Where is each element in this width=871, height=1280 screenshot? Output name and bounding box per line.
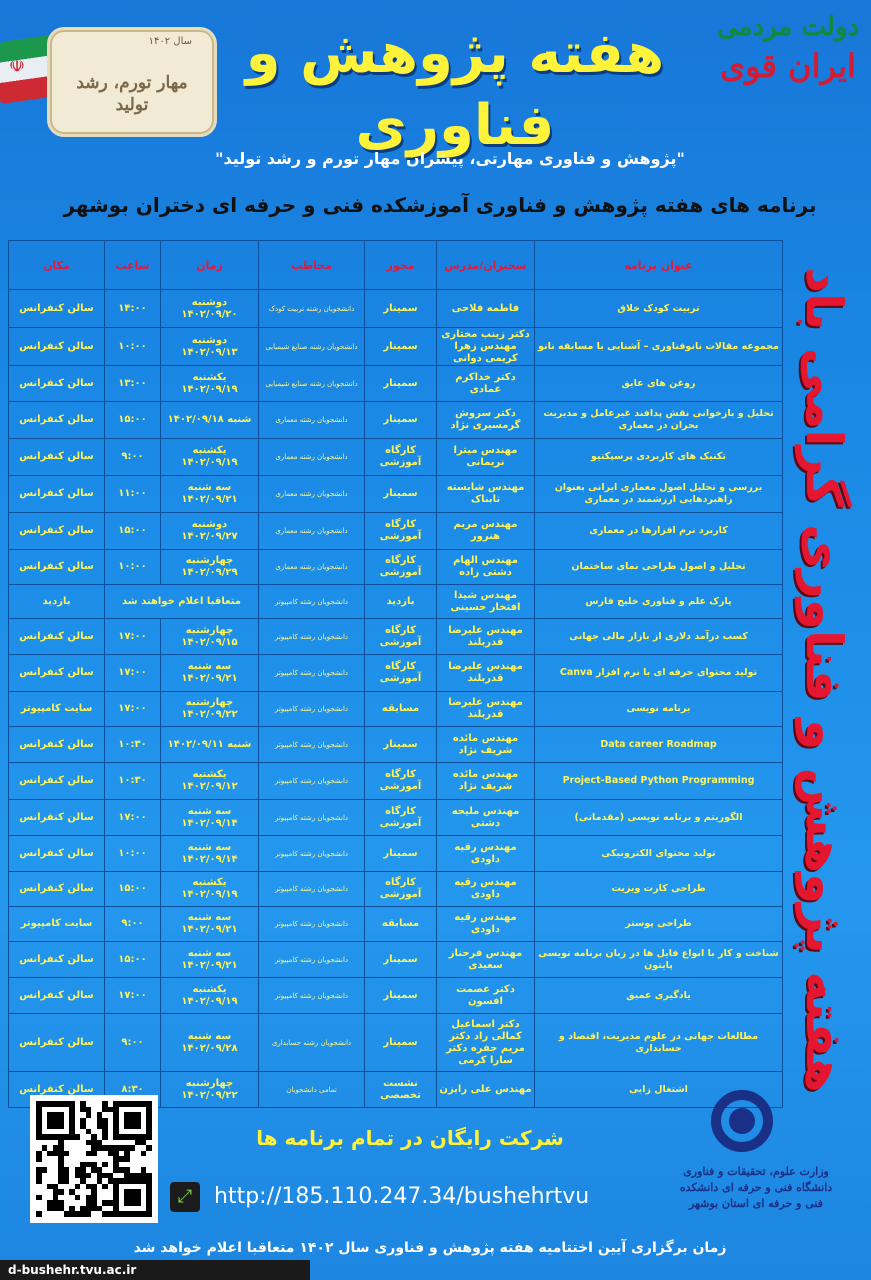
cell-title: یادگیری عمیق — [535, 978, 783, 1014]
table-row — [9, 550, 783, 585]
cell-time: ۱۰:۳۰ — [105, 727, 161, 763]
cell-date: دوشنبه ۱۴۰۲/۰۹/۱۳ — [161, 328, 259, 366]
cell-title: تحلیل و اصول طراحی نمای ساختمان — [535, 550, 783, 585]
cell-speaker: مهندس میترا نریمانی — [437, 439, 535, 476]
cell-place: سایت کامپیوتر — [9, 692, 105, 727]
cell-axis: سمینار — [365, 476, 437, 513]
cell-axis: سمینار — [365, 366, 437, 402]
cell-date: یکشنبه ۱۴۰۲/۰۹/۱۹ — [161, 978, 259, 1014]
website-url[interactable]: http://185.110.247.34/bushehrtvu — [214, 1184, 590, 1209]
cell-audience: دانشجویان رشته معماری — [259, 550, 365, 585]
university-logo — [671, 1090, 841, 1230]
cell-time: ۱۱:۰۰ — [105, 476, 161, 513]
cell-speaker: مهندس علیرضا قدربلند — [437, 619, 535, 655]
cell-place: سالن کنفرانس — [9, 619, 105, 655]
cell-title: تکنیک های کاربردی پرسپکتیو — [535, 439, 783, 476]
cell-time: ۱۰:۰۰ — [105, 328, 161, 366]
cell-place: سالن کنفرانس — [9, 942, 105, 978]
cell-title: Data career Roadmap — [535, 727, 783, 763]
cell-date: یکشنبه ۱۴۰۲/۰۹/۱۹ — [161, 439, 259, 476]
table-row — [9, 655, 783, 692]
site-tag[interactable] — [0, 1260, 310, 1280]
cell-time: ۹:۰۰ — [105, 907, 161, 942]
cell-date: چهارشنبه ۱۴۰۲/۰۹/۲۹ — [161, 550, 259, 585]
table-header-row — [9, 241, 783, 290]
cell-place: سایت کامپیوتر — [9, 907, 105, 942]
cell-title: کسب درآمد دلاری از بازار مالی جهانی — [535, 619, 783, 655]
cell-speaker: فاطمه فلاحی — [437, 290, 535, 328]
slogan-badge — [50, 30, 214, 134]
cell-place: سالن کنفرانس — [9, 763, 105, 800]
col-header-place: مکان — [9, 241, 105, 290]
cell-date: سه شنبه ۱۴۰۲/۰۹/۲۱ — [161, 476, 259, 513]
qr-code-icon[interactable] — [30, 1095, 158, 1223]
cell-speaker: دکتر سروش گرمسیری نژاد — [437, 402, 535, 439]
cell-date: یکشنبه ۱۴۰۲/۰۹/۱۹ — [161, 366, 259, 402]
cell-audience: دانشجویان رشته معماری — [259, 439, 365, 476]
cell-date: سه شنبه ۱۴۰۲/۰۹/۱۴ — [161, 836, 259, 872]
cell-place: سالن کنفرانس — [9, 402, 105, 439]
program-title: برنامه های هفته پژوهش و فناوری آموزشکده فنی و حرفه ای دختران بوشهر — [63, 193, 817, 217]
website-link[interactable] — [170, 1180, 610, 1214]
cell-time: ۱۰:۰۰ — [105, 836, 161, 872]
cell-date: دوشنبه ۱۴۰۲/۰۹/۲۷ — [161, 513, 259, 550]
cell-time: ۱۵:۰۰ — [105, 942, 161, 978]
brand-logo — [713, 10, 863, 140]
cell-audience: دانشجویان رشته معماری — [259, 513, 365, 550]
cell-audience: دانشجویان رشته کامپیوتر — [259, 800, 365, 836]
cell-speaker: دکتر خداکرم عمادی — [437, 366, 535, 402]
cell-audience: دانشجویان رشته کامپیوتر — [259, 763, 365, 800]
table-row — [9, 727, 783, 763]
cell-audience: دانشجویان رشته کامپیوتر — [259, 836, 365, 872]
cell-title: مجموعه مقالات نانوفناوری – آشنایی با مسابقه نانو — [535, 328, 783, 366]
table-row — [9, 328, 783, 366]
cell-audience: دانشجویان رشته کامپیوتر — [259, 907, 365, 942]
cell-speaker: مهندس فرحناز سعیدی — [437, 942, 535, 978]
cell-date: سه شنبه ۱۴۰۲/۰۹/۲۱ — [161, 942, 259, 978]
cell-axis: کارگاه آموزشی — [365, 763, 437, 800]
cell-speaker: مهندس علیرضا قدربلند — [437, 692, 535, 727]
cell-axis: کارگاه آموزشی — [365, 655, 437, 692]
cell-speaker: مهندس مائده شریف نژاد — [437, 727, 535, 763]
cell-title: طراحی کارت ویزیت — [535, 872, 783, 907]
cell-axis: سمینار — [365, 328, 437, 366]
cell-axis: سمینار — [365, 1014, 437, 1072]
cell-place: سالن کنفرانس — [9, 366, 105, 402]
cell-audience: دانشجویان رشته کامپیوتر — [259, 655, 365, 692]
table-row — [9, 402, 783, 439]
table-row — [9, 978, 783, 1014]
cell-date: دوشنبه ۱۴۰۲/۰۹/۲۰ — [161, 290, 259, 328]
cell-title: شناخت و کار با انواع فایل ها در زبان برنامه نویسی پایتون — [535, 942, 783, 978]
table-row — [9, 692, 783, 727]
table-row — [9, 476, 783, 513]
cell-axis: بازدید — [365, 585, 437, 619]
table-row — [9, 439, 783, 476]
cell-axis: کارگاه آموزشی — [365, 800, 437, 836]
col-header-title: عنوان برنامه — [535, 241, 783, 290]
side-banner — [785, 267, 863, 1093]
brand-line2: ایران قوی — [720, 47, 856, 85]
cell-place: سالن کنفرانس — [9, 1072, 105, 1108]
cell-speaker: مهندس علی رایزن — [437, 1072, 535, 1108]
cell-time: ۱۵:۰۰ — [105, 402, 161, 439]
table-row — [9, 513, 783, 550]
cell-axis: سمینار — [365, 402, 437, 439]
col-header-axis: محور — [365, 241, 437, 290]
cell-axis: سمینار — [365, 942, 437, 978]
cell-audience: دانشجویان رشته صنایع شیمیایی — [259, 328, 365, 366]
cell-place: سالن کنفرانس — [9, 727, 105, 763]
cell-place: سالن کنفرانس — [9, 550, 105, 585]
table-row — [9, 1014, 783, 1072]
cell-axis: مسابقه — [365, 692, 437, 727]
cell-audience: دانشجویان رشته کامپیوتر — [259, 585, 365, 619]
slogan-text: مهار تورم، رشد تولید — [76, 73, 188, 115]
cell-audience: دانشجویان رشته معماری — [259, 476, 365, 513]
main-title: هفته پژوهش و فناوری — [245, 21, 665, 158]
cell-speaker: مهندس رقیه داودی — [437, 836, 535, 872]
table-row — [9, 907, 783, 942]
cell-date: یکشنبه ۱۴۰۲/۰۹/۱۲ — [161, 763, 259, 800]
cell-speaker: مهندس ملیحه دشتی — [437, 800, 535, 836]
table-row — [9, 800, 783, 836]
cell-place: سالن کنفرانس — [9, 978, 105, 1014]
cell-audience: دانشجویان رشته کامپیوتر — [259, 872, 365, 907]
cell-place: سالن کنفرانس — [9, 655, 105, 692]
cell-title: تولید محتوای الکترونیکی — [535, 836, 783, 872]
closing-ceremony-text: زمان برگزاری آیین اختتامیه هفته پژوهش و فناوری سال ۱۴۰۲ متعاقبا اعلام خواهد شد — [133, 1240, 727, 1256]
cell-axis: مسابقه — [365, 907, 437, 942]
cell-place: بازدید — [9, 585, 105, 619]
cell-audience: دانشجویان رشته کامپیوتر — [259, 727, 365, 763]
cell-place: سالن کنفرانس — [9, 836, 105, 872]
slogan-year: سال ۱۴۰۲ — [148, 36, 192, 47]
cell-speaker: مهندس شیدا افتخار حسینی — [437, 585, 535, 619]
site-tag-text[interactable]: d-bushehr.tvu.ac.ir — [8, 1263, 137, 1277]
cell-time: ۸:۳۰ — [105, 1072, 161, 1108]
cell-time: ۱۷:۰۰ — [105, 800, 161, 836]
cell-place: سالن کنفرانس — [9, 290, 105, 328]
cell-place: سالن کنفرانس — [9, 513, 105, 550]
cell-audience: تمامی دانشجویان — [259, 1072, 365, 1108]
cell-audience: دانشجویان رشته کامپیوتر — [259, 978, 365, 1014]
cell-axis: کارگاه آموزشی — [365, 439, 437, 476]
cell-title: الگوریتم و برنامه نویسی (مقدماتی) — [535, 800, 783, 836]
schedule-table — [8, 240, 783, 1108]
cell-title: پارک علم و فناوری خلیج فارس — [535, 585, 783, 619]
cell-time: ۱۷:۰۰ — [105, 978, 161, 1014]
cell-time: ۱۴:۰۰ — [105, 290, 161, 328]
cell-time: ۱۵:۰۰ — [105, 872, 161, 907]
cell-title: تحلیل و بازخوانی نقش پدافند غیرعامل و مدیریت بحران در معماری — [535, 402, 783, 439]
cell-place: سالن کنفرانس — [9, 872, 105, 907]
table-row — [9, 619, 783, 655]
table-row — [9, 836, 783, 872]
cell-place: سالن کنفرانس — [9, 328, 105, 366]
cell-title: برنامه نویسی — [535, 692, 783, 727]
cell-axis: کارگاه آموزشی — [365, 513, 437, 550]
cell-date: متعاقبا اعلام خواهند شد — [105, 585, 259, 619]
cell-place: سالن کنفرانس — [9, 1014, 105, 1072]
cell-time: ۱۷:۰۰ — [105, 619, 161, 655]
col-header-time: ساعت — [105, 241, 161, 290]
cell-date: سه شنبه ۱۴۰۲/۰۹/۲۱ — [161, 655, 259, 692]
col-header-speaker: سخنران/مدرس — [437, 241, 535, 290]
cell-title: بررسی و تحلیل اصول معماری ایرانی بعنوان راهبردهایی ارزشمند در معماری — [535, 476, 783, 513]
cell-date: چهارشنبه ۱۴۰۲/۰۹/۱۵ — [161, 619, 259, 655]
cell-time: ۱۳:۰۰ — [105, 366, 161, 402]
cell-date: شنبه ۱۴۰۲/۰۹/۱۱ — [161, 727, 259, 763]
cell-title: مطالعات جهانی در علوم مدیریت، اقتصاد و حسابداری — [535, 1014, 783, 1072]
cell-title: Project-Based Python Programming — [535, 763, 783, 800]
university-emblem-center — [729, 1108, 755, 1134]
qr-code-pattern — [36, 1101, 152, 1217]
cell-audience: دانشجویان رشته حسابداری — [259, 1014, 365, 1072]
cell-audience: دانشجویان رشته کامپیوتر — [259, 619, 365, 655]
cell-speaker: دکتر عصمت افسون — [437, 978, 535, 1014]
university-name: وزارت علوم، تحقیقات و فناوری دانشگاه فنی و حرفه ای دانشکده فنی و حرفه ای استان بوشهر — [679, 1165, 833, 1210]
cell-time: ۱۷:۰۰ — [105, 692, 161, 727]
cell-audience: دانشجویان رشته صنایع شیمیایی — [259, 366, 365, 402]
cell-title: کاربرد نرم افزارها در معماری — [535, 513, 783, 550]
cell-speaker: مهندس مریم هنرور — [437, 513, 535, 550]
cell-axis: سمینار — [365, 290, 437, 328]
cell-audience: دانشجویان رشته معماری — [259, 402, 365, 439]
cell-axis: سمینار — [365, 978, 437, 1014]
cell-title: اشتغال زایی — [535, 1072, 783, 1108]
cell-axis: کارگاه آموزشی — [365, 550, 437, 585]
cell-speaker: دکتر زینب مختاری مهندس زهرا کریمی دوانی — [437, 328, 535, 366]
cell-speaker: مهندس رقیه داودی — [437, 872, 535, 907]
cell-date: سه شنبه ۱۴۰۲/۰۹/۲۸ — [161, 1014, 259, 1072]
free-participation-text: شرکت رایگان در تمام برنامه ها — [256, 1126, 564, 1150]
cell-title: تربیت کودک خلاق — [535, 290, 783, 328]
cell-time: ۱۰:۰۰ — [105, 550, 161, 585]
cell-place: سالن کنفرانس — [9, 800, 105, 836]
cell-time: ۱۷:۰۰ — [105, 655, 161, 692]
table-row — [9, 763, 783, 800]
cell-title: روغن های عایق — [535, 366, 783, 402]
link-icon: ⤢ — [170, 1182, 200, 1212]
cell-speaker: مهندس رقیه داودی — [437, 907, 535, 942]
cell-axis: کارگاه آموزشی — [365, 872, 437, 907]
cell-place: سالن کنفرانس — [9, 476, 105, 513]
table-row — [9, 290, 783, 328]
cell-date: سه شنبه ۱۴۰۲/۰۹/۲۱ — [161, 907, 259, 942]
cell-date: چهارشنبه ۱۴۰۲/۰۹/۲۲ — [161, 692, 259, 727]
cell-axis: سمینار — [365, 727, 437, 763]
cell-title: طراحی پوستر — [535, 907, 783, 942]
cell-audience: دانشجویان رشته کامپیوتر — [259, 942, 365, 978]
cell-time: ۹:۰۰ — [105, 439, 161, 476]
cell-place: سالن کنفرانس — [9, 439, 105, 476]
cell-time: ۱۵:۰۰ — [105, 513, 161, 550]
col-header-date: زمان — [161, 241, 259, 290]
cell-speaker: مهندس شایسته تابناک — [437, 476, 535, 513]
cell-speaker: مهندس مائده شریف نژاد — [437, 763, 535, 800]
table-row — [9, 366, 783, 402]
cell-speaker: دکتر اسماعیل کمالی راد دکتر مریم جفره دکتر سارا کرمی — [437, 1014, 535, 1072]
table-row — [9, 585, 783, 619]
cell-axis: سمینار — [365, 836, 437, 872]
cell-date: سه شنبه ۱۴۰۲/۰۹/۱۴ — [161, 800, 259, 836]
table-row — [9, 872, 783, 907]
cell-speaker: مهندس الهام دشتی زاده — [437, 550, 535, 585]
flag-emblem-icon: ☫ — [8, 56, 26, 77]
cell-date: شنبه ۱۴۰۲/۰۹/۱۸ — [161, 402, 259, 439]
col-header-audience: مخاطب — [259, 241, 365, 290]
brand-line1: دولت مردمی — [716, 12, 860, 42]
cell-speaker: مهندس علیرضا قدربلند — [437, 655, 535, 692]
subtitle: "پژوهش و فناوری مهارتی، پیشران مهار تورم و رشد تولید" — [215, 149, 685, 168]
side-banner-text: هفته پژوهش و فناوری گرامی باد — [795, 267, 853, 1093]
table-row — [9, 942, 783, 978]
cell-title: تولید محتوای حرفه ای با نرم افزار Canva — [535, 655, 783, 692]
cell-audience: دانشجویان رشته کامپیوتر — [259, 692, 365, 727]
cell-date: یکشنبه ۱۴۰۲/۰۹/۱۹ — [161, 872, 259, 907]
cell-time: ۹:۰۰ — [105, 1014, 161, 1072]
cell-time: ۱۰:۳۰ — [105, 763, 161, 800]
cell-axis: کارگاه آموزشی — [365, 619, 437, 655]
cell-audience: دانشجویان رشته تربیت کودک — [259, 290, 365, 328]
cell-date: چهارشنبه ۱۴۰۲/۰۹/۲۲ — [161, 1072, 259, 1108]
cell-axis: نشست تخصصی — [365, 1072, 437, 1108]
